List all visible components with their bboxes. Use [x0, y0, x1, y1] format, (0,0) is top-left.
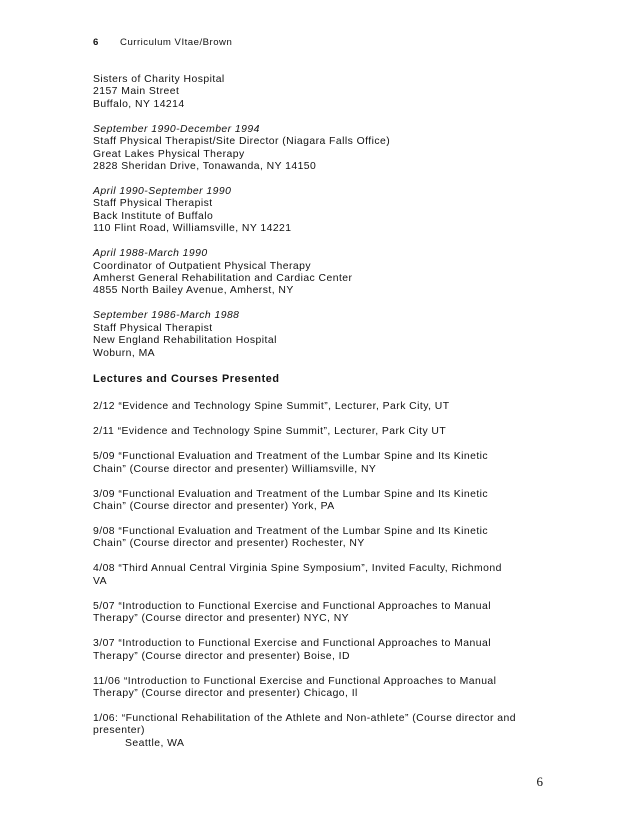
employment-date: April 1988-March 1990	[93, 248, 208, 260]
employment-entry	[93, 248, 523, 298]
employment-line: New England Rehabilitation Hospital	[93, 335, 277, 347]
lecture-entry	[93, 401, 523, 413]
page-header	[93, 37, 232, 48]
lecture-entry	[93, 563, 523, 588]
lecture-line: Therapy” (Course director and presenter) Chicago, Il	[93, 687, 358, 699]
employment-line: Woburn, MA	[93, 347, 156, 359]
employment-line: Back Institute of Buffalo	[93, 210, 214, 222]
header-title: Curriculum VItae/Brown	[120, 37, 233, 48]
lectures-heading: Lectures and Courses Presented	[93, 372, 280, 385]
employment-line: Sisters of Charity Hospital	[93, 74, 225, 85]
employment-line: Coordinator of Outpatient Physical Therapy	[93, 260, 311, 272]
employment-line: Buffalo, NY 14214	[93, 98, 185, 110]
employment-entry	[93, 74, 523, 111]
lecture-location: Seattle, WA	[125, 737, 185, 749]
lecture-line: 1/06: “Functional Rehabilitation of the Athlete and Non-athlete” (Course director and	[93, 712, 516, 724]
lecture-line: presenter)	[93, 725, 145, 737]
lecture-line: Therapy” (Course director and presenter) Boise, ID	[93, 650, 350, 662]
employment-entry	[93, 186, 523, 236]
employment-entry	[93, 310, 523, 360]
lecture-entry	[93, 601, 523, 626]
employment-line: Amherst General Rehabilitation and Cardiac Center	[93, 273, 353, 285]
lecture-entry	[93, 638, 523, 663]
lecture-entry	[93, 451, 523, 476]
employment-line: Staff Physical Therapist/Site Director (Niagara Falls Office)	[93, 136, 391, 148]
employment-date: September 1990-December 1994	[93, 123, 260, 135]
lecture-line: 3/07 “Introduction to Functional Exercise and Functional Approaches to Manual	[93, 638, 491, 650]
lecture-line: 5/09 “Functional Evaluation and Treatment of the Lumbar Spine and Its Kinetic	[93, 451, 489, 463]
lecture-line: 11/06 “Introduction to Functional Exercise and Functional Approaches to Manual	[93, 675, 497, 687]
lecture-line: Therapy” (Course director and presenter) NYC, NY	[93, 613, 350, 625]
lecture-entry	[93, 526, 523, 551]
employment-history	[93, 74, 523, 360]
employment-date: April 1990-September 1990	[93, 186, 232, 198]
lecture-entry	[93, 676, 523, 701]
lecture-line: VA	[93, 575, 107, 587]
lecture-line: 2/11 “Evidence and Technology Spine Summit”, Lecturer, Park City UT	[93, 426, 447, 438]
lecture-line: Chain” (Course director and presenter) York, PA	[93, 500, 335, 512]
lecture-entry	[93, 426, 523, 438]
employment-line: 2157 Main Street	[93, 86, 180, 98]
employment-entry	[93, 124, 523, 174]
employment-line: Great Lakes Physical Therapy	[93, 148, 245, 160]
lecture-line: 5/07 “Introduction to Functional Exercise and Functional Approaches to Manual	[93, 600, 491, 612]
employment-date: September 1986-March 1988	[93, 310, 240, 322]
footer-page-number: 6	[536, 774, 543, 789]
lecture-entry	[93, 713, 523, 750]
employment-line: Staff Physical Therapist	[93, 322, 213, 334]
lecture-entry	[93, 489, 523, 514]
employment-line: 4855 North Bailey Avenue, Amherst, NY	[93, 285, 294, 297]
employment-line: 2828 Sheridan Drive, Tonawanda, NY 14150	[93, 161, 317, 173]
lecture-line: Chain” (Course director and presenter) Williamsville, NY	[93, 463, 377, 475]
lecture-line: Chain” (Course director and presenter) Rochester, NY	[93, 538, 365, 550]
employment-line: 110 Flint Road, Williamsville, NY 14221	[93, 223, 292, 235]
lecture-line: 2/12 “Evidence and Technology Spine Summit”, Lecturer, Park City, UT	[93, 401, 450, 413]
lecture-line: 4/08 “Third Annual Central Virginia Spine Symposium”, Invited Faculty, Richmond	[93, 563, 502, 575]
employment-line: Staff Physical Therapist	[93, 198, 213, 210]
lecture-line: 9/08 “Functional Evaluation and Treatment of the Lumbar Spine and Its Kinetic	[93, 525, 489, 537]
header-page-number: 6	[93, 37, 99, 48]
document-body	[93, 74, 523, 763]
lecture-line: 3/09 “Functional Evaluation and Treatment of the Lumbar Spine and Its Kinetic	[93, 488, 489, 500]
lectures-list	[93, 401, 523, 750]
